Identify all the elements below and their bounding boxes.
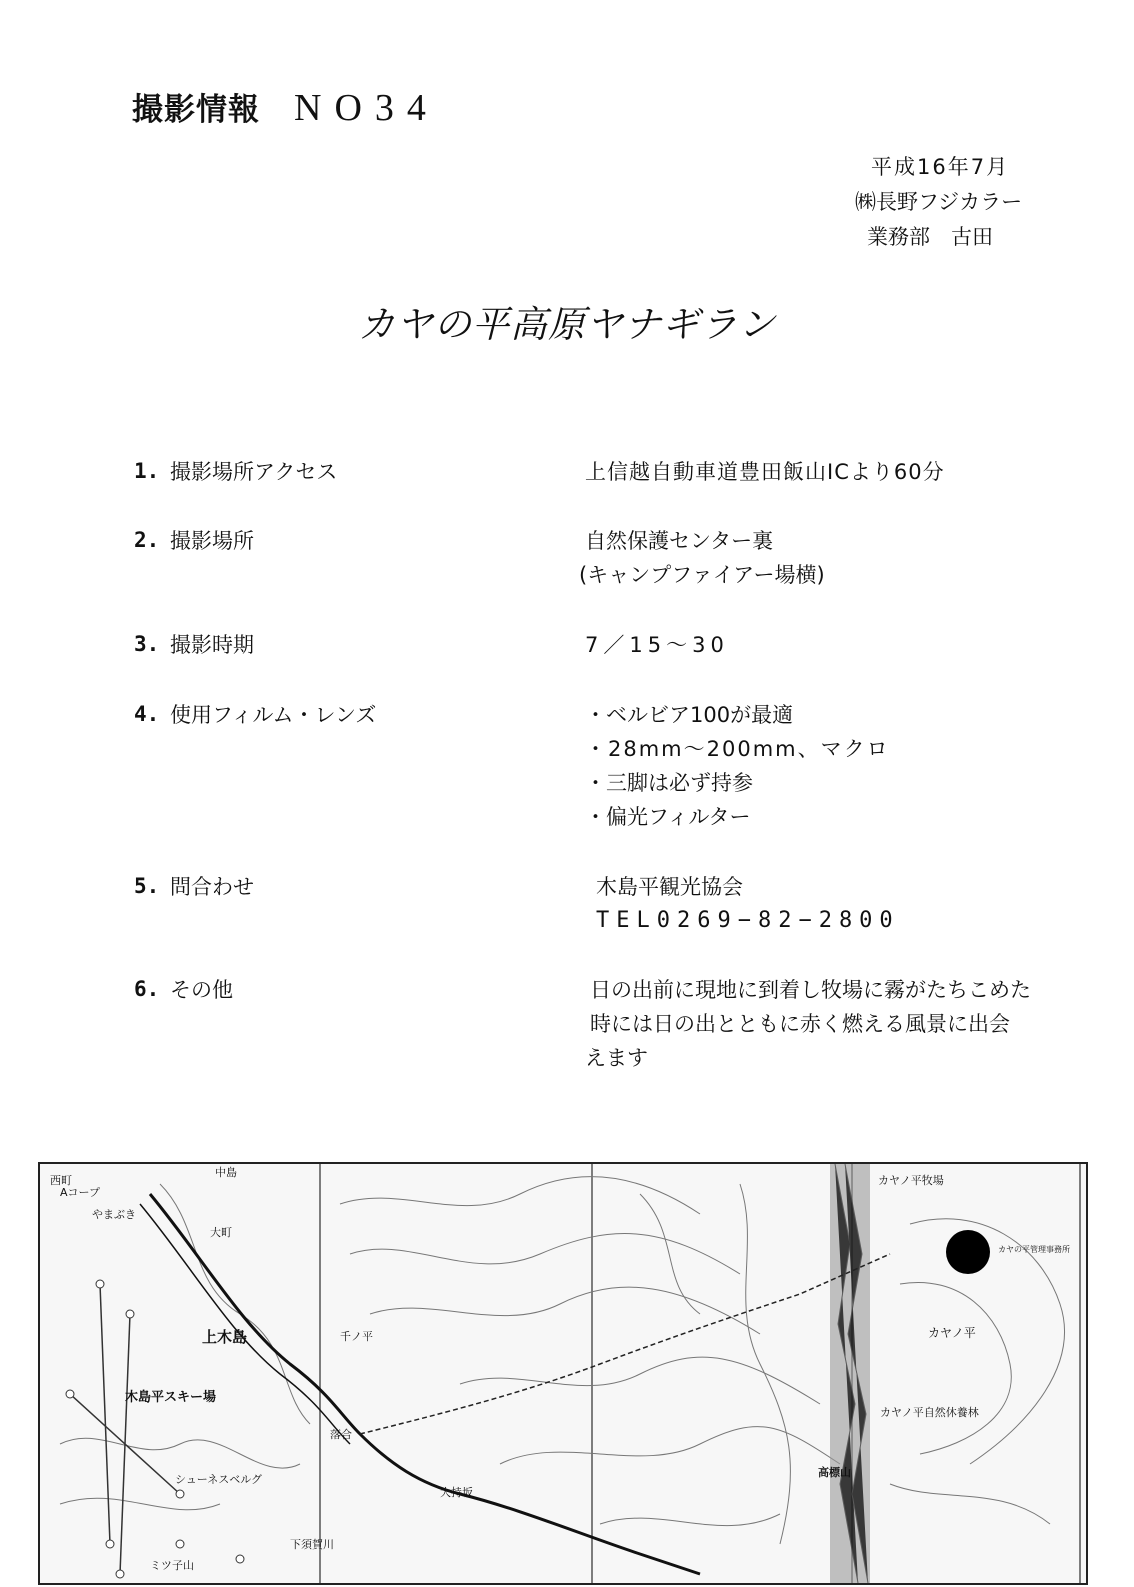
item-4-label: 使用フィルム・レンズ bbox=[170, 703, 377, 727]
item-4-value-line: ・三脚は必ず持参 bbox=[585, 771, 753, 795]
item-4-value-line: ・28mm～200mm、マクロ bbox=[585, 737, 890, 761]
map-label: 上木島 bbox=[202, 1328, 248, 1346]
item-3-label: 撮影時期 bbox=[170, 633, 254, 657]
map-label: カヤの平管理事務所 bbox=[998, 1245, 1070, 1254]
item-1-number: 1. bbox=[134, 459, 160, 483]
meta-company: ㈱長野フジカラー bbox=[855, 190, 1023, 214]
item-6-value-line: 時には日の出とともに赤く燃える風景に出会 bbox=[590, 1012, 1010, 1036]
item-2-value-line: (キャンプファイアー場横) bbox=[579, 563, 825, 587]
map-label: カヤノ平 bbox=[928, 1326, 976, 1340]
item-3-value-line: 7／15～30 bbox=[585, 633, 729, 657]
item-5-value bbox=[596, 870, 900, 938]
item-5-phone: TEL0269−82−2800 bbox=[596, 908, 900, 933]
item-1-label: 撮影場所アクセス bbox=[170, 460, 338, 484]
map-label: ミツ子山 bbox=[150, 1559, 194, 1572]
item-6-number: 6. bbox=[134, 977, 160, 1001]
item-4-value-line: ・偏光フィルター bbox=[585, 805, 751, 829]
meta-department: 業務部 古田 bbox=[867, 225, 993, 249]
map-label: 千ノ平 bbox=[340, 1330, 373, 1343]
map-label: カヤノ平牧場 bbox=[878, 1174, 944, 1187]
map-label: 中島 bbox=[215, 1166, 237, 1179]
map-label: 大持坂 bbox=[440, 1486, 473, 1499]
item-3-number: 3. bbox=[134, 632, 160, 656]
map-label: 大町 bbox=[210, 1226, 232, 1239]
map-label: 西町 bbox=[50, 1174, 72, 1187]
map-label: 落合 bbox=[330, 1428, 352, 1441]
item-6-value-line: 日の出前に現地に到着し牧場に霧がたちこめた bbox=[590, 978, 1031, 1002]
map-drawing bbox=[40, 1164, 1086, 1583]
item-3-value bbox=[585, 628, 729, 662]
map-label: 高標山 bbox=[818, 1466, 851, 1479]
item-5-number: 5. bbox=[134, 874, 160, 898]
document-meta bbox=[855, 150, 1023, 255]
item-4-number: 4. bbox=[134, 702, 160, 726]
area-map bbox=[38, 1162, 1088, 1585]
item-2-value-line: 自然保護センター裏 bbox=[585, 529, 774, 553]
document-header bbox=[132, 84, 439, 130]
item-4-value bbox=[585, 698, 890, 834]
item-1-value bbox=[585, 455, 945, 489]
item-6-value-line: えます bbox=[585, 1046, 648, 1070]
map-label: やまぶき bbox=[92, 1208, 136, 1221]
item-2-number: 2. bbox=[134, 528, 160, 552]
header-number: NO34 bbox=[294, 87, 439, 129]
map-label: 下須賀川 bbox=[290, 1538, 334, 1551]
item-5-value-line: 木島平観光協会 bbox=[596, 875, 743, 899]
item-6-value bbox=[585, 973, 1031, 1075]
item-2-label: 撮影場所 bbox=[170, 529, 254, 553]
map-label: シューネスベルグ bbox=[175, 1473, 263, 1486]
item-4-value-line: ・ベルビア100が最適 bbox=[585, 703, 794, 727]
map-label: 木島平スキー場 bbox=[125, 1390, 217, 1405]
meta-date: 平成16年7月 bbox=[871, 155, 1010, 179]
item-2-value bbox=[579, 524, 825, 592]
item-6-label: その他 bbox=[170, 978, 233, 1002]
map-label: Aコープ bbox=[60, 1186, 100, 1199]
item-1-value-line: 上信越自動車道豊田飯山ICより60分 bbox=[585, 460, 945, 484]
item-5-label: 問合わせ bbox=[170, 875, 254, 899]
location-marker bbox=[946, 1230, 990, 1274]
header-title: 撮影情報 bbox=[132, 92, 260, 128]
map-label: カヤノ平自然休養林 bbox=[880, 1406, 979, 1419]
document-title: カヤの平高原ヤナギラン bbox=[358, 303, 776, 346]
